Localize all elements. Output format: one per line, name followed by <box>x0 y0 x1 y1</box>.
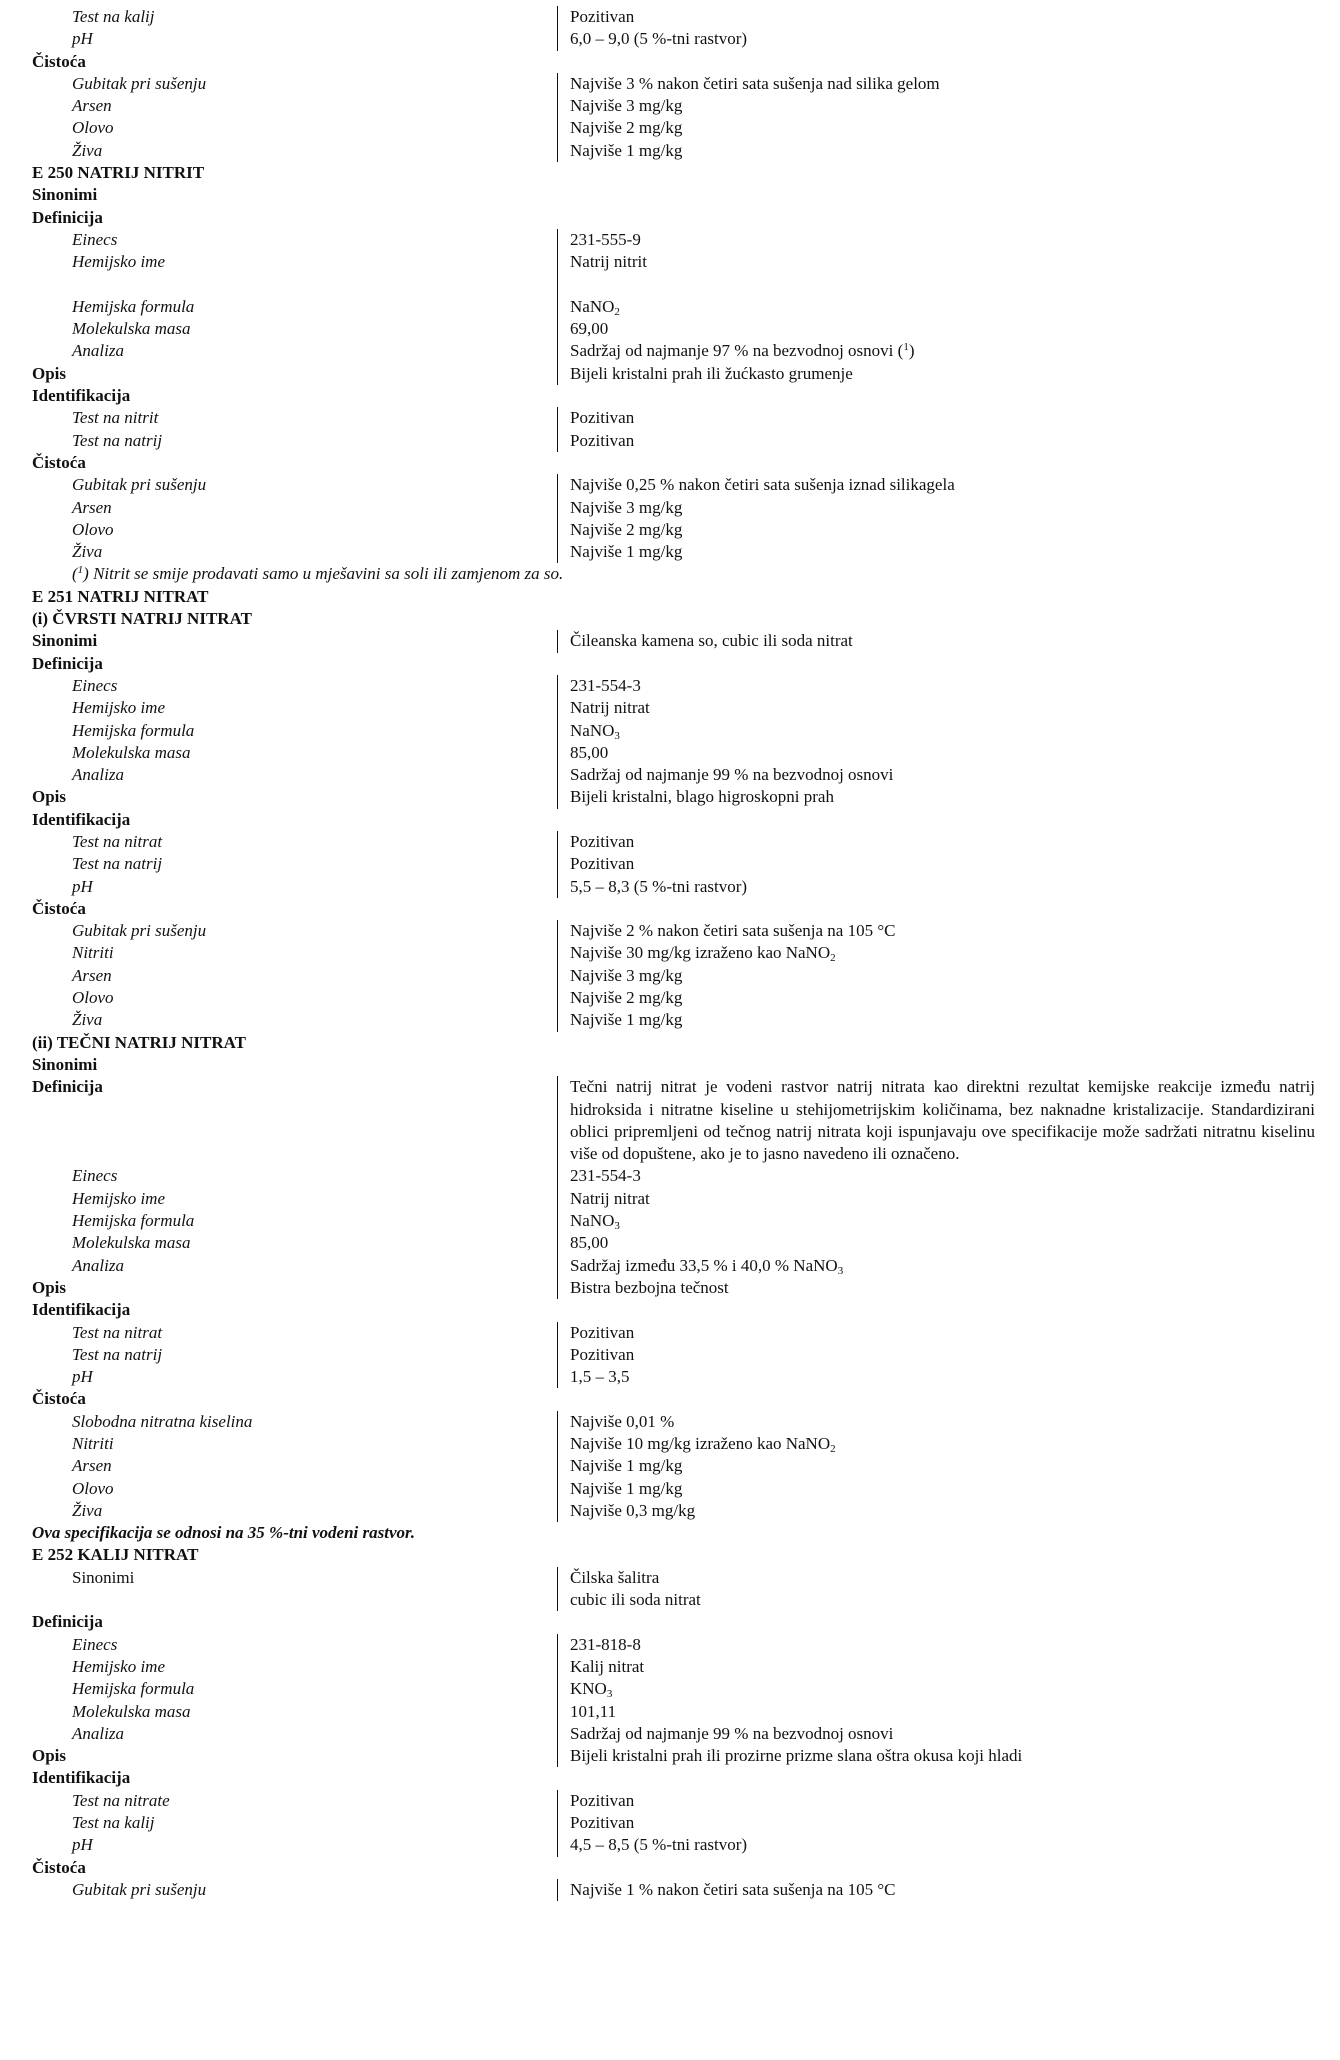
spec-row <box>32 1544 1300 1566</box>
spec-row <box>32 140 1300 162</box>
property-value <box>557 1344 1315 1366</box>
spec-row <box>32 1634 1300 1656</box>
value-text: Najviše 1 % nakon četiri sata sušenja na 105 °C <box>570 1879 896 1899</box>
property-label: Hemijsko ime <box>72 698 166 718</box>
spec-row <box>32 519 1300 541</box>
property-value <box>557 1745 1315 1767</box>
property-label: Sinonimi <box>72 1567 135 1587</box>
value-text: Bijeli kristalni prah ili žućkasto grumenje <box>570 363 853 383</box>
property-label: Einecs <box>72 1634 118 1654</box>
property-value <box>557 764 1315 786</box>
section-label: Definicija <box>32 207 103 227</box>
property-value <box>557 140 1315 162</box>
section-label: Čistoća <box>32 452 86 472</box>
spec-row <box>32 251 1300 273</box>
property-label: Test na nitrate <box>72 1790 170 1810</box>
property-value <box>557 1433 1315 1455</box>
spec-row <box>32 942 1300 964</box>
value-text: 231-554-3 <box>570 1166 641 1186</box>
section-label: Identifikacija <box>32 386 131 406</box>
spec-row <box>32 1165 1300 1187</box>
value-text: 85,00 <box>570 1233 609 1253</box>
section-label: Čistoća <box>32 51 86 71</box>
spec-row <box>32 162 1300 184</box>
spec-row <box>32 920 1300 942</box>
value-text: 5,5 – 8,3 (5 %-tni rastvor) <box>570 876 748 896</box>
value-text: Bistra bezbojna tečnost <box>570 1277 729 1297</box>
spec-row <box>32 73 1300 95</box>
property-value <box>557 363 1315 385</box>
spec-row <box>32 430 1300 452</box>
spec-row <box>32 1812 1300 1834</box>
property-value <box>557 95 1315 117</box>
value-text: Najviše 3 mg/kg <box>570 96 683 116</box>
spec-row <box>32 809 1300 831</box>
subscript: 3 <box>614 1220 620 1233</box>
property-value <box>557 1500 1315 1522</box>
spec-row <box>32 117 1300 139</box>
value-text: Sadržaj od najmanje 99 % na bezvodnoj osnovi <box>570 765 894 785</box>
section-label: Sinonimi <box>32 1054 98 1074</box>
property-label: Živa <box>72 1010 103 1030</box>
property-label: Test na kalij <box>72 1813 155 1833</box>
footnote-marker: 1 <box>77 564 84 577</box>
property-value <box>557 1366 1315 1388</box>
spec-row <box>32 742 1300 764</box>
property-label: Gubitak pri sušenju <box>72 1879 207 1899</box>
footnote-open: ( <box>72 564 78 584</box>
property-value <box>557 920 1315 942</box>
value-text: 69,00 <box>570 319 609 339</box>
property-value <box>557 340 1315 362</box>
property-value <box>557 876 1315 898</box>
value-text: Najviše 0,25 % nakon četiri sata sušenja iznad silikagela <box>570 475 955 495</box>
spec-row <box>32 1678 1300 1700</box>
property-value <box>557 1322 1315 1344</box>
section-title: E 251 NATRIJ NITRAT <box>32 586 209 606</box>
value-text: Bijeli kristalni prah ili prozirne prizme slana oštra okusa koji hladi <box>570 1746 1023 1766</box>
value-text: Najviše 30 mg/kg izraženo kao NaNO <box>570 943 831 963</box>
value-text: NaNO <box>570 1211 615 1231</box>
section-label: Definicija <box>32 1077 103 1097</box>
spec-row <box>32 1411 1300 1433</box>
property-value <box>557 117 1315 139</box>
property-value <box>557 1589 1315 1611</box>
footnote-text: ) Nitrit se smije prodavati samo u mješavini sa soli ili zamjenom za so. <box>83 564 564 584</box>
value-text: 85,00 <box>570 742 609 762</box>
property-value <box>557 742 1315 764</box>
spec-row <box>32 363 1300 385</box>
spec-row <box>32 340 1300 362</box>
spec-row <box>32 407 1300 429</box>
value-text: Sadržaj od najmanje 97 % na bezvodnoj osnovi ( <box>570 341 904 361</box>
value-text: Natrij nitrat <box>570 698 650 718</box>
property-label: Živa <box>72 140 103 160</box>
property-label: Arsen <box>72 96 112 116</box>
property-value <box>557 786 1315 808</box>
spec-row <box>32 1478 1300 1500</box>
property-label: Arsen <box>72 1456 112 1476</box>
property-label: Einecs <box>72 1166 118 1186</box>
value-text: Pozitivan <box>570 1322 635 1342</box>
value-text: Natrij nitrat <box>570 1188 650 1208</box>
property-value <box>557 1188 1315 1210</box>
subscript: 2 <box>614 305 620 318</box>
property-value <box>557 1567 1315 1589</box>
value-text: NaNO <box>570 296 615 316</box>
property-label: pH <box>72 876 93 896</box>
property-value <box>557 1678 1315 1700</box>
value-text: cubic ili soda nitrat <box>570 1590 701 1610</box>
section-label: Sinonimi <box>32 185 98 205</box>
section-label: Identifikacija <box>32 1300 131 1320</box>
property-value <box>557 942 1315 964</box>
property-value <box>557 1478 1315 1500</box>
spec-row <box>32 1522 1300 1544</box>
spec-row <box>32 1857 1300 1879</box>
property-value <box>557 1879 1315 1901</box>
value-text: Najviše 1 mg/kg <box>570 542 683 562</box>
specification-note: Ova specifikacija se odnosi na 35 %-tni vodeni rastvor. <box>32 1523 415 1543</box>
spec-row <box>32 876 1300 898</box>
spec-row <box>32 541 1300 563</box>
value-text: KNO <box>570 1679 607 1699</box>
section-label: Čistoća <box>32 898 86 918</box>
spec-row <box>32 675 1300 697</box>
spec-row <box>32 1366 1300 1388</box>
spec-row <box>32 6 1300 28</box>
spec-row <box>32 1567 1300 1589</box>
value-text: 231-554-3 <box>570 675 641 695</box>
property-value <box>557 1812 1315 1834</box>
property-value <box>557 6 1315 28</box>
value-text: Pozitivan <box>570 1790 635 1810</box>
property-value <box>557 1790 1315 1812</box>
spec-row <box>32 184 1300 206</box>
spec-row <box>32 697 1300 719</box>
specification-document <box>32 6 1315 1901</box>
property-value <box>557 987 1315 1009</box>
property-label: pH <box>72 1367 93 1387</box>
section-label: Sinonimi <box>32 631 98 651</box>
value-text: Najviše 1 mg/kg <box>570 1456 683 1476</box>
spec-row <box>32 1032 1300 1054</box>
value-text: Pozitivan <box>570 831 635 851</box>
spec-row <box>32 1210 1300 1232</box>
section-label: Definicija <box>32 1612 103 1632</box>
value-text: NaNO <box>570 720 615 740</box>
value-text: Sadržaj od najmanje 99 % na bezvodnoj osnovi <box>570 1723 894 1743</box>
footnote <box>72 563 563 585</box>
value-text: 231-818-8 <box>570 1634 641 1654</box>
value-text: 6,0 – 9,0 (5 %-tni rastvor) <box>570 29 748 49</box>
property-value <box>557 697 1315 719</box>
property-label: Hemijsko ime <box>72 1656 166 1676</box>
value-text: Najviše 0,3 mg/kg <box>570 1500 696 1520</box>
property-value <box>557 1255 1315 1277</box>
section-label: Opis <box>32 787 67 807</box>
property-value <box>557 497 1315 519</box>
value-text: Najviše 2 mg/kg <box>570 988 683 1008</box>
property-value <box>557 630 1315 652</box>
property-value <box>557 1411 1315 1433</box>
property-value <box>557 1165 1315 1187</box>
value-text: Najviše 1 mg/kg <box>570 1478 683 1498</box>
value-text: Pozitivan <box>570 854 635 874</box>
section-label: Identifikacija <box>32 809 131 829</box>
property-value <box>557 1232 1315 1254</box>
property-label: Einecs <box>72 229 118 249</box>
spec-row <box>32 1299 1300 1321</box>
property-label: pH <box>72 29 93 49</box>
property-label: Hemijsko ime <box>72 1188 166 1208</box>
property-value <box>557 318 1315 340</box>
spec-row <box>32 1232 1300 1254</box>
property-label: Analiza <box>72 765 124 785</box>
subscript: 3 <box>606 1688 613 1701</box>
spec-row <box>32 1388 1300 1410</box>
value-text: Pozitivan <box>570 1813 635 1833</box>
spec-row <box>32 786 1300 808</box>
property-label: Hemijska formula <box>72 720 195 740</box>
value-text: Pozitivan <box>570 7 635 26</box>
property-value <box>557 1723 1315 1745</box>
value-text: 231-555-9 <box>570 229 641 249</box>
property-value <box>557 1656 1315 1678</box>
section-label: Čistoća <box>32 1389 86 1409</box>
property-value <box>557 1210 1315 1232</box>
spec-row <box>32 1790 1300 1812</box>
spec-row <box>32 1255 1300 1277</box>
property-value <box>557 430 1315 452</box>
spec-row <box>32 452 1300 474</box>
spec-row <box>32 1701 1300 1723</box>
value-text: Bijeli kristalni, blago higroskopni prah <box>570 787 834 807</box>
spec-row <box>32 207 1300 229</box>
subscript: 2 <box>830 952 836 965</box>
property-label: Arsen <box>72 497 112 517</box>
property-value <box>557 1455 1315 1477</box>
spec-row <box>32 1611 1300 1633</box>
spec-row <box>32 563 1300 585</box>
spec-row <box>32 1433 1300 1455</box>
subscript: 3 <box>614 729 620 742</box>
spec-row <box>32 720 1300 742</box>
section-title: (i) ČVRSTI NATRIJ NITRAT <box>32 609 252 629</box>
property-label: Einecs <box>72 675 118 695</box>
property-label: Test na natrij <box>72 1344 163 1364</box>
property-value <box>557 474 1315 496</box>
property-value <box>557 965 1315 987</box>
subscript: 3 <box>837 1264 844 1277</box>
spec-row <box>32 229 1300 251</box>
value-text: Najviše 2 % nakon četiri sata sušenja na 105 °C <box>570 921 896 941</box>
property-value <box>557 519 1315 541</box>
value-text: 101,11 <box>570 1701 617 1721</box>
property-value <box>557 296 1315 318</box>
spec-row <box>32 28 1300 50</box>
spec-row <box>32 965 1300 987</box>
property-value <box>557 1076 1315 1165</box>
property-label: Gubitak pri sušenju <box>72 73 207 93</box>
spec-row <box>32 1344 1300 1366</box>
value-text: Kalij nitrat <box>570 1656 645 1676</box>
property-label: Olovo <box>72 118 114 138</box>
spec-row <box>32 1879 1300 1901</box>
footnote-marker: 1 <box>903 341 909 354</box>
spec-row <box>32 1322 1300 1344</box>
property-value <box>557 541 1315 563</box>
value-text: Pozitivan <box>570 408 635 428</box>
spec-row <box>32 51 1300 73</box>
value-text: 4,5 – 8,5 (5 %-tni rastvor) <box>570 1835 748 1855</box>
property-label: Gubitak pri sušenju <box>72 475 207 495</box>
section-label: Identifikacija <box>32 1768 131 1788</box>
property-label: Analiza <box>72 1723 124 1743</box>
spec-row <box>32 1723 1300 1745</box>
value-text: Pozitivan <box>570 1344 635 1364</box>
property-label: Olovo <box>72 1478 114 1498</box>
property-value <box>557 1634 1315 1656</box>
spec-row <box>32 296 1300 318</box>
property-label: Test na nitrit <box>72 408 159 428</box>
property-label: Hemijska formula <box>72 1679 195 1699</box>
property-value <box>557 853 1315 875</box>
property-value <box>557 229 1315 251</box>
property-label: Nitriti <box>72 943 114 963</box>
section-label: Definicija <box>32 653 103 673</box>
spec-row <box>32 1589 1300 1611</box>
property-label: Molekulska masa <box>72 742 191 762</box>
value-text: Najviše 1 mg/kg <box>570 140 683 160</box>
property-label: Živa <box>72 1500 103 1520</box>
spec-row <box>32 1277 1300 1299</box>
property-label: Test na kalij <box>72 7 155 26</box>
value-text: Čileanska kamena so, cubic ili soda nitrat <box>570 631 853 651</box>
value-text: Tečni natrij nitrat je vodeni rastvor natrij nitrata kao direktni rezultat kemijske reakcije između natrij hidroksida i nitratne kiseline u stehijometrijskim količinama, bez naknadne kristalizacije. Standardizirani oblici pripremljeni od tečnog natrij nitrata koji ispunjavaju ove specifikacije može sadržati nitratnu kiselinu više od dopuštene, ako je to jasno navedeno ili označeno. <box>570 1077 1315 1164</box>
property-value <box>557 675 1315 697</box>
property-value <box>557 1277 1315 1299</box>
property-label: Hemijska formula <box>72 296 195 316</box>
property-label: Arsen <box>72 965 112 985</box>
spec-row <box>32 274 1300 296</box>
spec-row <box>32 1834 1300 1856</box>
property-value <box>557 251 1315 273</box>
value-text: Najviše 0,01 % <box>570 1411 675 1431</box>
property-label: Slobodna nitratna kiselina <box>72 1411 253 1431</box>
property-value <box>557 1009 1315 1031</box>
property-value <box>557 831 1315 853</box>
property-value <box>557 720 1315 742</box>
spec-row <box>32 497 1300 519</box>
property-label: Živa <box>72 542 103 562</box>
property-label: pH <box>72 1835 93 1855</box>
spec-row <box>32 898 1300 920</box>
subscript: 2 <box>830 1443 836 1455</box>
property-label: Test na natrij <box>72 854 163 874</box>
spec-row <box>32 1767 1300 1789</box>
property-label: Analiza <box>72 341 124 361</box>
section-title: (ii) TEČNI NATRIJ NITRAT <box>32 1032 246 1052</box>
spec-row <box>32 1188 1300 1210</box>
property-value <box>557 1701 1315 1723</box>
value-suffix: ) <box>908 341 915 361</box>
spec-row <box>32 1054 1300 1076</box>
spec-row <box>32 1076 1315 1165</box>
value-text: Najviše 1 mg/kg <box>570 1010 683 1030</box>
property-value <box>557 28 1315 50</box>
section-label: Čistoća <box>32 1857 86 1877</box>
value-text: Najviše 2 mg/kg <box>570 118 683 138</box>
spec-row <box>32 764 1300 786</box>
property-label: Molekulska masa <box>72 1701 191 1721</box>
property-label: Olovo <box>72 519 114 539</box>
property-label: Molekulska masa <box>72 1233 191 1253</box>
value-text: Sadržaj između 33,5 % i 40,0 % NaNO <box>570 1255 838 1275</box>
property-label: Olovo <box>72 988 114 1008</box>
spec-row <box>32 653 1300 675</box>
value-text: Najviše 10 mg/kg izraženo kao NaNO <box>570 1434 831 1453</box>
value-text: 1,5 – 3,5 <box>570 1367 630 1387</box>
blank-value <box>557 274 1315 296</box>
spec-row <box>32 1500 1300 1522</box>
section-label: Opis <box>32 1277 67 1297</box>
spec-row <box>32 1455 1300 1477</box>
property-value <box>557 407 1315 429</box>
value-text: Najviše 2 mg/kg <box>570 519 683 539</box>
property-label: Molekulska masa <box>72 319 191 339</box>
property-label: Test na nitrat <box>72 831 163 851</box>
value-text: Natrij nitrit <box>570 252 647 272</box>
value-text: Pozitivan <box>570 430 635 450</box>
spec-row <box>32 385 1300 407</box>
section-label: Opis <box>32 1746 67 1766</box>
property-label: Test na natrij <box>72 430 163 450</box>
value-text: Čilska šalitra <box>570 1567 660 1587</box>
spec-row <box>32 1009 1300 1031</box>
spec-row <box>32 1656 1300 1678</box>
spec-row <box>32 853 1300 875</box>
section-title: E 252 KALIJ NITRAT <box>32 1545 199 1565</box>
value-text: Najviše 3 mg/kg <box>570 965 683 985</box>
property-label: Hemijsko ime <box>72 252 166 272</box>
property-value <box>557 1834 1315 1856</box>
spec-row <box>32 1745 1300 1767</box>
value-text: Najviše 3 mg/kg <box>570 497 683 517</box>
value-text: Najviše 3 % nakon četiri sata sušenja nad silika gelom <box>570 73 940 93</box>
property-label: Test na nitrat <box>72 1322 163 1342</box>
spec-row <box>32 95 1300 117</box>
spec-row <box>32 586 1300 608</box>
property-label: Gubitak pri sušenju <box>72 921 207 941</box>
section-title: E 250 NATRIJ NITRIT <box>32 163 205 183</box>
spec-row <box>32 318 1300 340</box>
property-value <box>557 73 1315 95</box>
spec-row <box>32 987 1300 1009</box>
spec-row <box>32 831 1300 853</box>
property-label: Hemijska formula <box>72 1211 195 1231</box>
property-label: Analiza <box>72 1255 124 1275</box>
spec-row <box>32 608 1300 630</box>
spec-row <box>32 630 1300 652</box>
section-label: Opis <box>32 363 67 383</box>
spec-row <box>32 474 1300 496</box>
property-label: Nitriti <box>72 1434 114 1453</box>
